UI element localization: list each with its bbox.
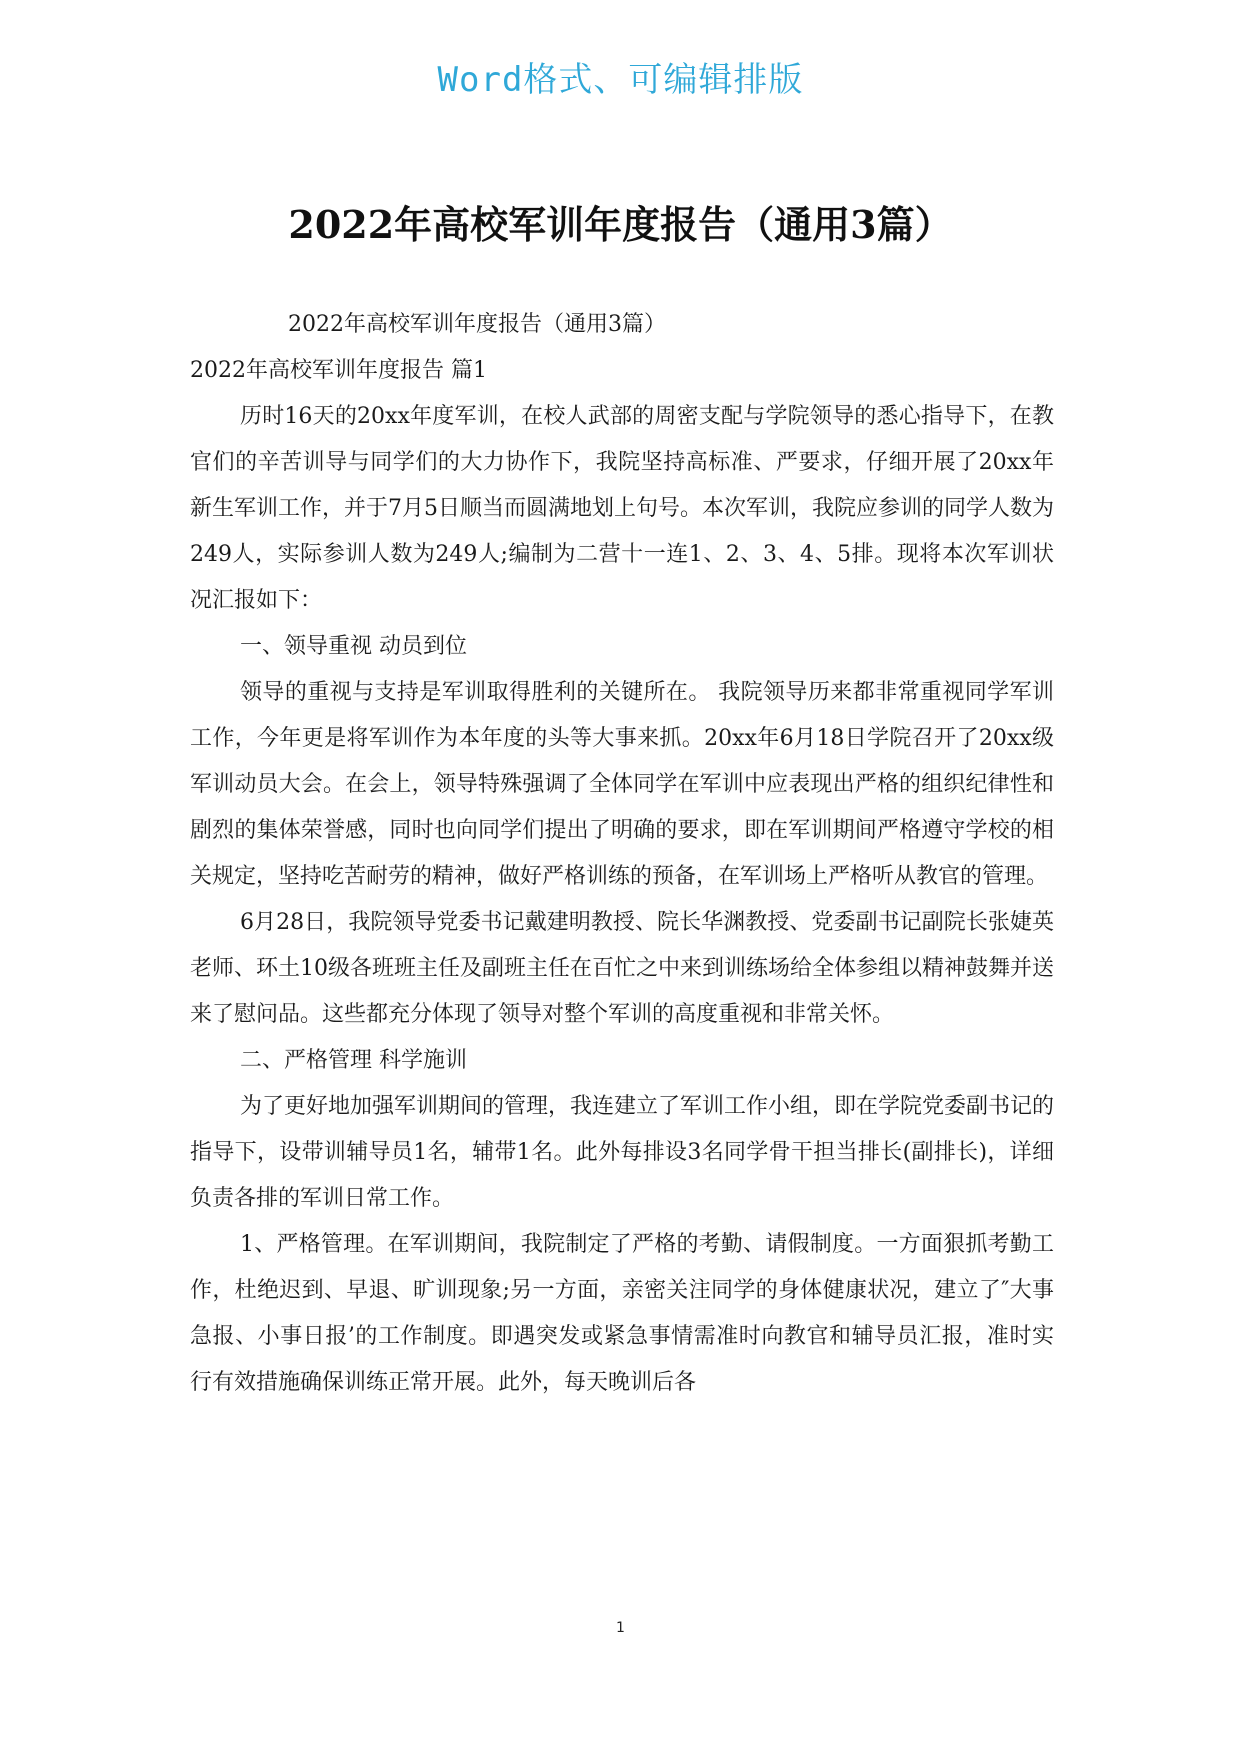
document-title: 2022年高校军训年度报告（通用3篇） — [288, 202, 953, 247]
header-banner: Word格式、可编辑排版 — [437, 60, 804, 100]
paragraph-management: 为了更好地加强军训期间的管理，我连建立了军训工作小组，即在学院党委副书记的指导下，设带训辅导员1名，辅带1名。此外每排设3名同学骨干担当排长(副排长)，详细负责各排的军训日常工作。 — [190, 1094, 1055, 1211]
paragraph-strict-management: 1、严格管理。在军训期间，我院制定了严格的考勤、请假制度。一方面狠抓考勤工作，杜绝迟到、早退、旷训现象;另一方面，亲密关注同学的身体健康状况，建立了″大事急报、小事日报’的工作制度。即遇突发或紧急事情需准时向教官和辅导员汇报，准时实行有效措施确保训练正常开展。此外，每天晚训后各 — [190, 1232, 1054, 1395]
paragraph-intro: 历时16天的20xx年度军训，在校人武部的周密支配与学院领导的悉心指导下，在教官们的辛苦训导与同学们的大力协作下，我院坚持高标准、严要求，仔细开展了20xx年新生军训工作，并于7月5日顺当而圆满地划上句号。本次军训，我院应参训的同学人数为249人，实际参训人数为249人;编制为二营十一连1、2、3、4、5排。现将本次军训状况汇报如下： — [190, 404, 1054, 613]
page-number: 1 — [616, 1620, 625, 1636]
heading-leadership: 一、领导重视 动员到位 — [240, 634, 467, 659]
section-heading: 2022年高校军训年度报告 篇1 — [190, 358, 487, 383]
paragraph-visit: 6月28日，我院领导党委书记戴建明教授、院长华渊教授、党委副书记副院长张婕英老师、环土10级各班班主任及副班主任在百忙之中来到训练场给全体参组以精神鼓舞并送来了慰问品。这些都充分体现了领导对整个军训的高度重视和非常关怀。 — [190, 910, 1054, 1027]
heading-management: 二、严格管理 科学施训 — [240, 1048, 467, 1073]
document-body — [190, 302, 1054, 1406]
paragraph-leadership: 领导的重视与支持是军训取得胜利的关键所在。 我院领导历来都非常重视同学军训工作，今年更是将军训作为本年度的头等大事来抓。20xx年6月18日学院召开了20xx级军训动员大会。在会上，领导特殊强调了全体同学在军训中应表现出严格的组织纪律性和剧烈的集体荣誉感，同时也向同学们提出了明确的要求，即在军训期间严格遵守学校的相关规定，坚持吃苦耐劳的精神，做好严格训练的预备，在军训场上严格听从教官的管理。 — [190, 680, 1054, 889]
document-subtitle: 2022年高校军训年度报告（通用3篇） — [288, 312, 666, 337]
